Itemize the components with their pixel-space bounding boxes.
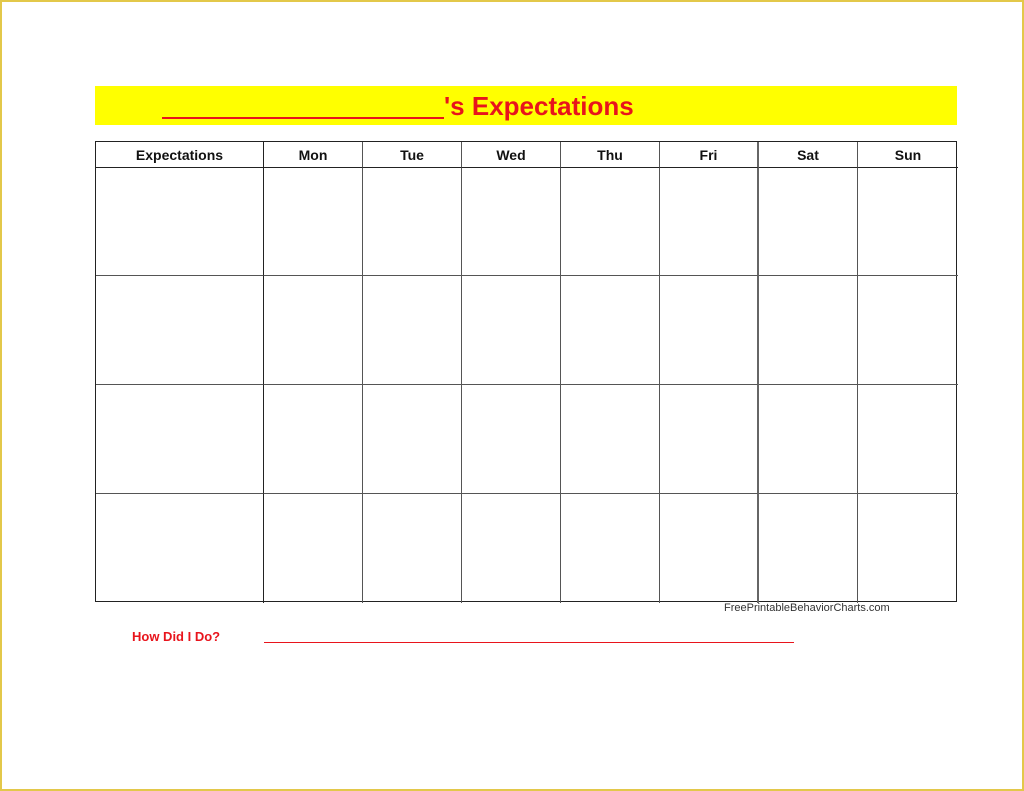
expectation-cell[interactable] <box>96 494 264 603</box>
page-title <box>162 86 634 125</box>
day-cell[interactable] <box>561 494 660 603</box>
day-cell[interactable] <box>561 276 660 385</box>
day-cell[interactable] <box>759 168 858 276</box>
day-cell[interactable] <box>660 168 759 276</box>
header-tue: Tue <box>363 142 462 168</box>
how-did-i-do-line[interactable] <box>264 642 794 643</box>
day-cell[interactable] <box>561 385 660 494</box>
header-wed: Wed <box>462 142 561 168</box>
header-sat: Sat <box>759 142 858 168</box>
day-cell[interactable] <box>858 168 958 276</box>
day-cell[interactable] <box>462 494 561 603</box>
title-suffix: 's Expectations <box>444 91 634 121</box>
day-cell[interactable] <box>264 168 363 276</box>
header-mon: Mon <box>264 142 363 168</box>
day-cell[interactable] <box>363 385 462 494</box>
day-cell[interactable] <box>759 494 858 603</box>
day-cell[interactable] <box>660 276 759 385</box>
day-cell[interactable] <box>462 276 561 385</box>
day-cell[interactable] <box>858 494 958 603</box>
day-cell[interactable] <box>561 168 660 276</box>
header-sun: Sun <box>858 142 958 168</box>
day-cell[interactable] <box>264 494 363 603</box>
day-cell[interactable] <box>264 276 363 385</box>
day-cell[interactable] <box>363 494 462 603</box>
name-blank-line[interactable] <box>162 93 444 119</box>
day-cell[interactable] <box>858 385 958 494</box>
day-cell[interactable] <box>264 385 363 494</box>
how-did-i-do-label: How Did I Do? <box>132 629 221 644</box>
expectation-cell[interactable] <box>96 385 264 494</box>
expectation-cell[interactable] <box>96 168 264 276</box>
header-fri: Fri <box>660 142 759 168</box>
website-credit: FreePrintableBehaviorCharts.com <box>724 602 890 614</box>
day-cell[interactable] <box>660 494 759 603</box>
day-cell[interactable] <box>363 276 462 385</box>
header-thu: Thu <box>561 142 660 168</box>
day-cell[interactable] <box>759 276 858 385</box>
expectations-table <box>95 141 957 602</box>
day-cell[interactable] <box>363 168 462 276</box>
day-cell[interactable] <box>462 385 561 494</box>
day-cell[interactable] <box>858 276 958 385</box>
header-expectations: Expectations <box>96 142 264 168</box>
day-cell[interactable] <box>462 168 561 276</box>
day-cell[interactable] <box>660 385 759 494</box>
expectation-cell[interactable] <box>96 276 264 385</box>
day-cell[interactable] <box>759 385 858 494</box>
